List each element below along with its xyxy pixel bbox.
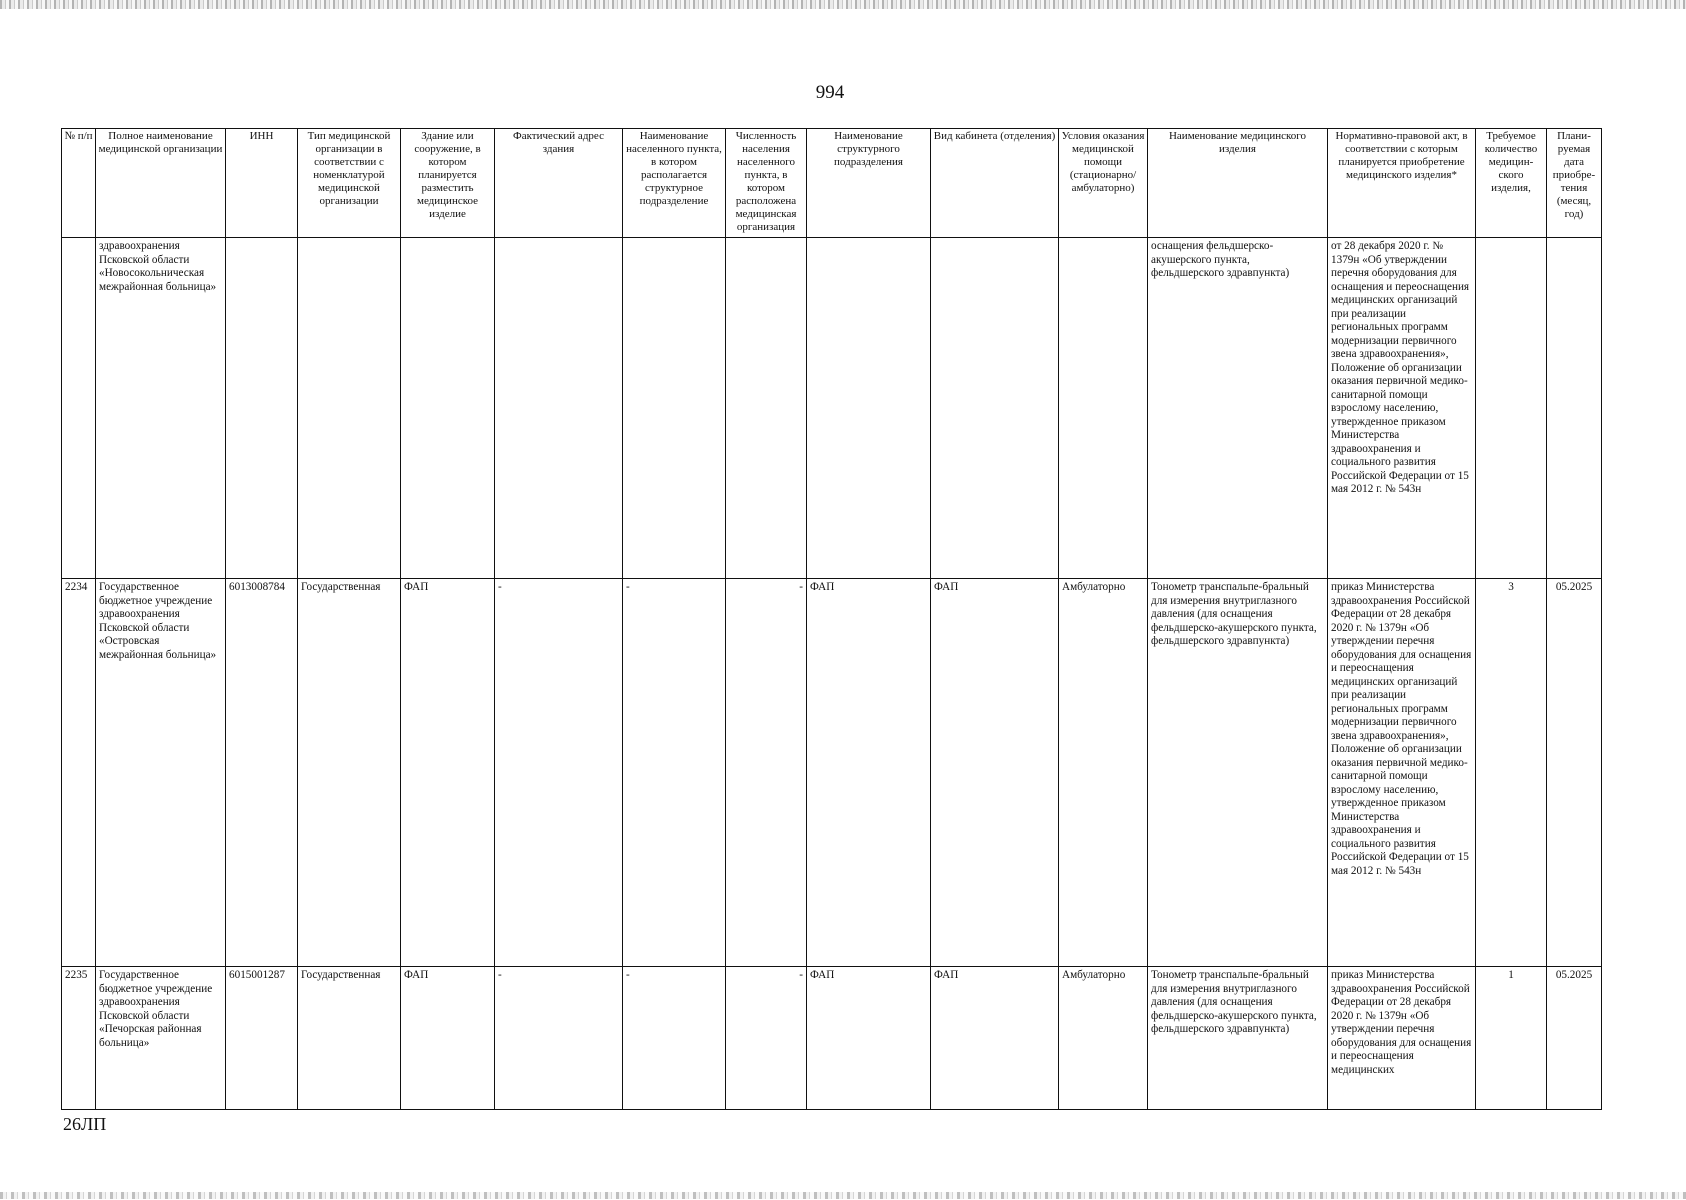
table-row bbox=[62, 967, 1602, 1110]
cell-org-type: Государственная bbox=[298, 579, 401, 967]
cell-locality bbox=[623, 238, 726, 579]
column-header-inn: ИНН bbox=[226, 129, 298, 238]
cell-legal-act: от 28 декабря 2020 г. № 1379н «Об утверждении перечня оборудования для оснащения и переоснащения медицинских организаций при реализации региональных программ модернизации первичного звена здравоохранения», Положение об организации оказания первичной медико-санитарной помощи взрослому населению, утвержденное приказом Министерства здравоохранения и социального развития Российской Федерации от 15 мая 2012 г. № 543н bbox=[1328, 238, 1476, 579]
column-header-conditions: Условия оказания медицинской помощи (стационарно/ амбулаторно) bbox=[1059, 129, 1148, 238]
cell-cabinet: ФАП bbox=[931, 579, 1059, 967]
cell-org-name: здравоохранения Псковской области «Новосокольническая межрайонная больница» bbox=[96, 238, 226, 579]
table-header-row bbox=[62, 129, 1602, 238]
cell-building: ФАП bbox=[401, 579, 495, 967]
column-header-legal-act: Нормативно-правовой акт, в соответствии с которым планируется приобретение медицинского изделия* bbox=[1328, 129, 1476, 238]
column-header-quantity: Требуемое количество медицин-ского изделия, bbox=[1476, 129, 1547, 238]
cell-num: 2234 bbox=[62, 579, 96, 967]
cell-quantity: 1 bbox=[1476, 967, 1547, 1110]
cell-quantity bbox=[1476, 238, 1547, 579]
cell-num bbox=[62, 238, 96, 579]
cell-address bbox=[495, 238, 623, 579]
table-row bbox=[62, 238, 1602, 579]
cell-conditions bbox=[1059, 238, 1148, 579]
cell-unit: ФАП bbox=[807, 967, 931, 1110]
cell-cabinet: ФАП bbox=[931, 967, 1059, 1110]
cell-org-name: Государственное бюджетное учреждение здравоохранения Псковской области «Печорская районная больница» bbox=[96, 967, 226, 1110]
cell-legal-act: приказ Министерства здравоохранения Российской Федерации от 28 декабря 2020 г. № 1379н «Об утверждении перечня оборудования для оснащения и переоснащения медицинских организаций при реализации региональных программ модернизации первичного звена здравоохранения», Положение об организации оказания первичной медико-санитарной помощи взрослому населению, утвержденное приказом Министерства здравоохранения и социального развития Российской Федерации от 15 мая 2012 г. № 543н bbox=[1328, 579, 1476, 967]
cell-building: ФАП bbox=[401, 967, 495, 1110]
column-header-cabinet: Вид кабинета (отделения) bbox=[931, 129, 1059, 238]
cell-conditions: Амбулаторно bbox=[1059, 967, 1148, 1110]
cell-org-name: Государственное бюджетное учреждение здравоохранения Псковской области «Островская межрайонная больница» bbox=[96, 579, 226, 967]
cell-inn: 6015001287 bbox=[226, 967, 298, 1110]
cell-building bbox=[401, 238, 495, 579]
column-header-locality: Наименование населенного пункта, в котором располагается структурное подразделение bbox=[623, 129, 726, 238]
column-header-building: Здание или сооружение, в котором планируется разместить медицинское изделие bbox=[401, 129, 495, 238]
footer-code: 26ЛП bbox=[63, 1114, 107, 1134]
column-header-org-name: Полное наименование медицинской организации bbox=[96, 129, 226, 238]
column-header-unit: Наименование структурного подразделения bbox=[807, 129, 931, 238]
cell-address: - bbox=[495, 579, 623, 967]
cell-address: - bbox=[495, 967, 623, 1110]
column-header-device: Наименование медицинского изделия bbox=[1148, 129, 1328, 238]
cell-num: 2235 bbox=[62, 967, 96, 1110]
cell-device: Тонометр транспальпе-бральный для измерения внутриглазного давления (для оснащения фельдшерско-акушерского пункта, фельдшерского здравпункта) bbox=[1148, 967, 1328, 1110]
column-header-population: Численность населения населенного пункта, в котором расположена медицинская организация bbox=[726, 129, 807, 238]
cell-cabinet bbox=[931, 238, 1059, 579]
cell-locality: - bbox=[623, 579, 726, 967]
cell-org-type: Государственная bbox=[298, 967, 401, 1110]
cell-quantity: 3 bbox=[1476, 579, 1547, 967]
cell-population bbox=[726, 238, 807, 579]
cell-conditions: Амбулаторно bbox=[1059, 579, 1148, 967]
cell-date: 05.2025 bbox=[1547, 967, 1602, 1110]
page-number: 994 bbox=[815, 82, 845, 103]
cell-device: оснащения фельдшерско-акушерского пункта, фельдшерского здравпункта) bbox=[1148, 238, 1328, 579]
cell-org-type bbox=[298, 238, 401, 579]
cell-population: - bbox=[726, 579, 807, 967]
cell-date bbox=[1547, 238, 1602, 579]
equipment-table bbox=[61, 128, 1602, 1110]
column-header-date: Плани-руемая дата приобре-тения (месяц, год) bbox=[1547, 129, 1602, 238]
table-row bbox=[62, 579, 1602, 967]
cell-unit bbox=[807, 238, 931, 579]
cell-locality: - bbox=[623, 967, 726, 1110]
cell-population: - bbox=[726, 967, 807, 1110]
column-header-num: № п/п bbox=[62, 129, 96, 238]
scan-edge-bottom bbox=[0, 1192, 1686, 1199]
cell-date: 05.2025 bbox=[1547, 579, 1602, 967]
cell-inn: 6013008784 bbox=[226, 579, 298, 967]
cell-unit: ФАП bbox=[807, 579, 931, 967]
column-header-org-type: Тип медицинской организации в соответствии с номенклатурой медицинской организации bbox=[298, 129, 401, 238]
cell-device: Тонометр транспальпе-бральный для измерения внутриглазного давления (для оснащения фельдшерско-акушерского пункта, фельдшерского здравпункта) bbox=[1148, 579, 1328, 967]
scan-edge-top bbox=[0, 0, 1686, 9]
cell-legal-act: приказ Министерства здравоохранения Российской Федерации от 28 декабря 2020 г. № 1379н «Об утверждении перечня оборудования для оснащения и переоснащения медицинских bbox=[1328, 967, 1476, 1110]
column-header-address: Фактический адрес здания bbox=[495, 129, 623, 238]
cell-inn bbox=[226, 238, 298, 579]
